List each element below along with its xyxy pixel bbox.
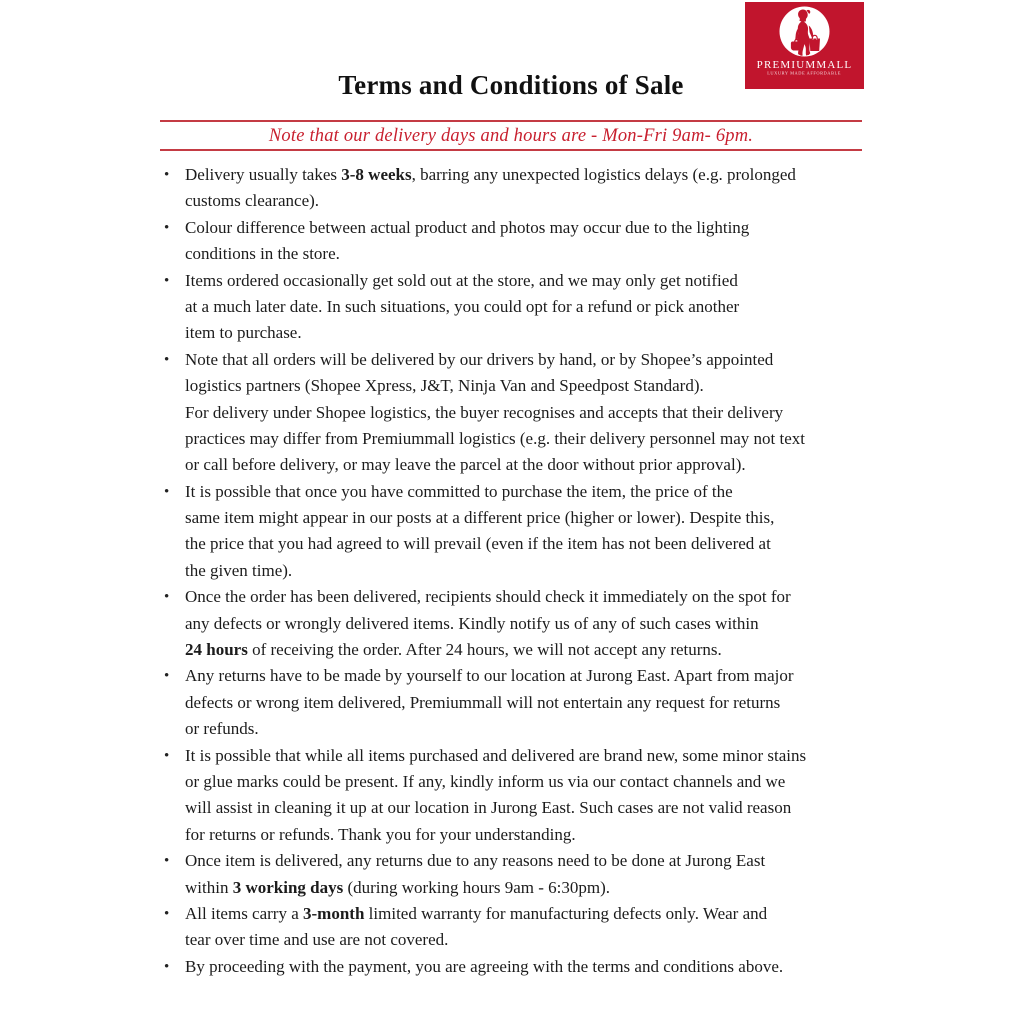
divider-bottom: [160, 149, 862, 151]
bullet-icon: •: [164, 589, 170, 606]
term-line: tear over time and use are not covered.: [185, 930, 449, 950]
term-line: By proceeding with the payment, you are agreeing with the terms and conditions above.: [185, 956, 784, 976]
list-item: [160, 347, 862, 479]
term-line: For delivery under Shopee logistics, the buyer recognises and accepts that their delivery: [185, 402, 784, 422]
bullet-icon: •: [164, 905, 170, 922]
term-line: Delivery usually takes 3-8 weeks, barring any unexpected logistics delays (e.g. prolonged: [185, 165, 796, 184]
bullet-icon: •: [164, 219, 170, 236]
bullet-icon: •: [164, 747, 170, 764]
list-item: [160, 848, 862, 901]
term-line: at a much later date. In such situations, you could opt for a refund or pick another: [185, 296, 740, 316]
term-line: defects or wrong item delivered, Premiummall will not entertain any request for returns: [185, 692, 781, 712]
list-item: [160, 479, 862, 585]
term-line: Once item is delivered, any returns due to any reasons need to be done at Jurong East: [185, 851, 766, 871]
term-line: Items ordered occasionally get sold out at the store, and we may only get notified: [185, 270, 738, 290]
bullet-icon: •: [164, 167, 170, 183]
term-line: the given time).: [185, 560, 293, 580]
term-line: or refunds.: [185, 719, 259, 739]
brand-logo: [745, 2, 864, 89]
term-line: Once the order has been delivered, recipients should check it immediately on the spot for: [185, 587, 791, 607]
bullet-icon: •: [164, 668, 170, 685]
list-item: [160, 584, 862, 663]
terms-list: [160, 162, 862, 980]
list-item: [160, 268, 862, 347]
bullet-icon: •: [164, 958, 170, 975]
bullet-icon: •: [164, 351, 170, 368]
term-line: practices may differ from Premiummall logistics (e.g. their delivery personnel may not text: [185, 428, 806, 448]
list-item: [160, 743, 862, 849]
list-item: [160, 954, 862, 980]
term-line: or call before delivery, or may leave the parcel at the door without prior approval).: [185, 455, 746, 475]
term-line: Any returns have to be made by yourself to our location at Jurong East. Apart from major: [185, 666, 794, 686]
logo-brand-text: PREMIUMMALL: [756, 59, 853, 71]
list-item: [160, 162, 862, 215]
term-line: conditions in the store.: [185, 244, 340, 264]
term-line: or glue marks could be present. If any, kindly inform us via our contact channels and we: [185, 771, 786, 791]
term-line: within 3 working days (during working hours 9am - 6:30pm).: [185, 877, 611, 897]
bullet-icon: •: [164, 853, 170, 870]
term-line: any defects or wrongly delivered items. Kindly notify us of any of such cases within: [185, 613, 759, 633]
divider-top: [160, 120, 862, 122]
page-title: Terms and Conditions of Sale: [338, 70, 684, 100]
list-item: [160, 215, 862, 268]
term-line: same item might appear in our posts at a different price (higher or lower). Despite this,: [185, 508, 775, 528]
term-line: item to purchase.: [185, 323, 302, 343]
term-line: will assist in cleaning it up at our location in Jurong East. Such cases are not valid reason: [185, 798, 792, 818]
bullet-icon: •: [164, 483, 170, 500]
content-area: [160, 0, 862, 1024]
term-line: for returns or refunds. Thank you for your understanding.: [185, 824, 576, 844]
term-line: Colour difference between actual product and photos may occur due to the lighting: [185, 217, 750, 237]
term-line: All items carry a 3-month limited warranty for manufacturing defects only. Wear and: [185, 903, 768, 923]
logo-tagline-text: LUXURY MADE AFFORDABLE: [767, 70, 842, 76]
term-line: customs clearance).: [185, 191, 320, 211]
term-line: Note that all orders will be delivered by our drivers by hand, or by Shopee’s appointed: [185, 349, 774, 369]
woman-shopper-icon: [778, 5, 831, 58]
list-item: [160, 663, 862, 742]
term-line: It is possible that while all items purchased and delivered are brand new, some minor stains: [185, 745, 807, 765]
list-item: [160, 901, 862, 954]
term-line: the price that you had agreed to will prevail (even if the item has not been delivered at: [185, 534, 771, 554]
bullet-icon: •: [164, 272, 170, 289]
term-line: logistics partners (Shopee Xpress, J&T, Ninja Van and Speedpost Standard).: [185, 376, 704, 396]
term-line: It is possible that once you have committed to purchase the item, the price of the: [185, 481, 733, 501]
term-line: 24 hours of receiving the order. After 24 hours, we will not accept any returns.: [185, 640, 722, 660]
delivery-note: Note that our delivery days and hours are - Mon-Fri 9am- 6pm.: [268, 126, 754, 146]
